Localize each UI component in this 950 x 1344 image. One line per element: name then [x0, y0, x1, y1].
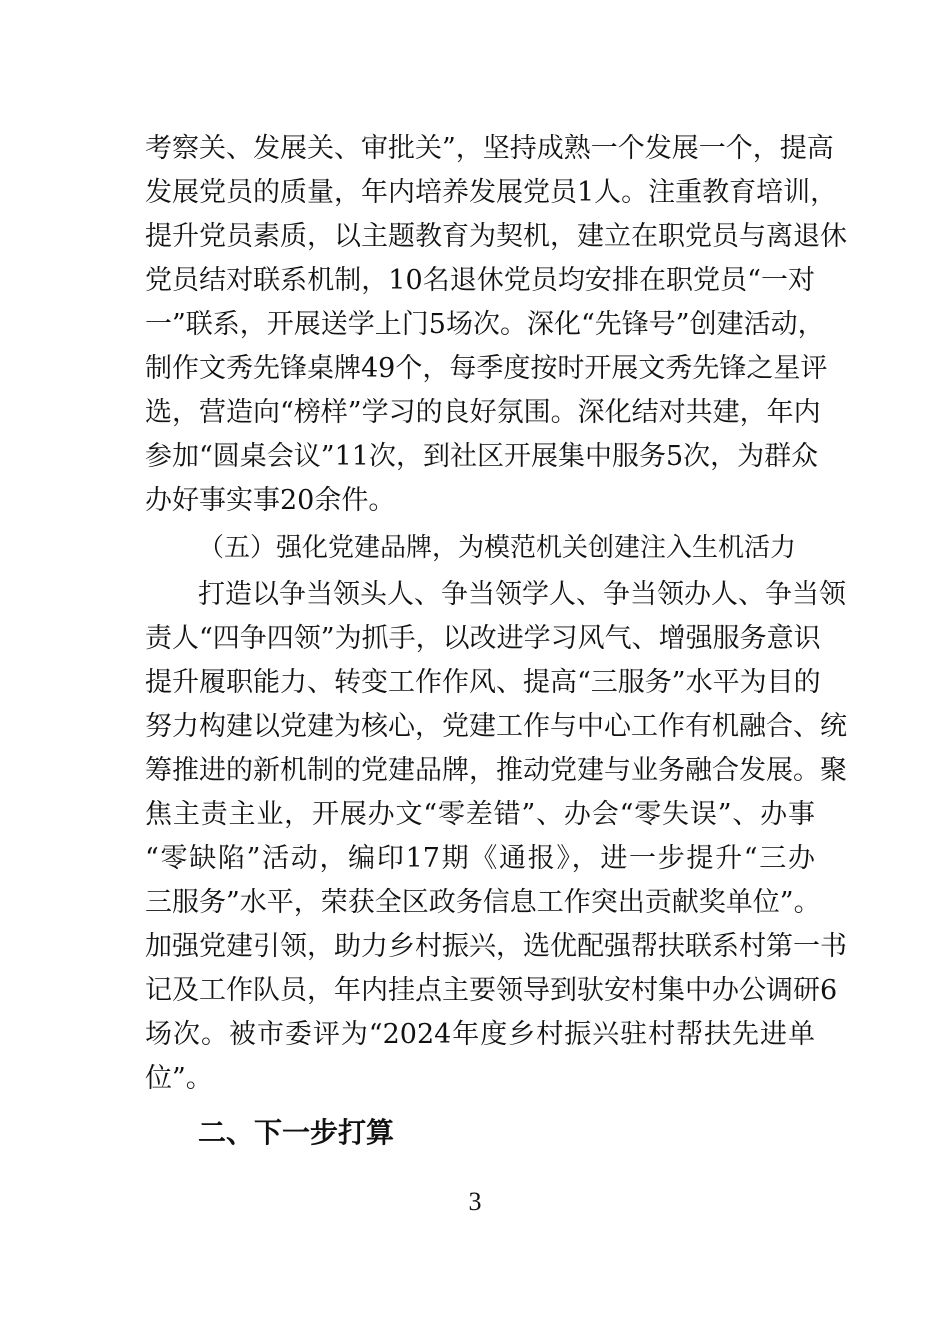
subheading: （五）强化党建品牌，为模范机关创建注入生机活力 [198, 533, 797, 563]
paragraph-line: 位”。 [145, 1063, 213, 1094]
paragraph-line: 发展党员的质量，年内培养发展党员1人。注重教育培训， [145, 177, 838, 208]
paragraph-line: 考察关、发展关、审批关”，坚持成熟一个发展一个，提高 [145, 133, 834, 164]
paragraph-line: 责人“四争四领”为抓手，以改进学习风气、增强服务意识 [145, 623, 821, 654]
paragraph-line: 参加“圆桌会议”11次，到社区开展集中服务5次，为群众 [145, 441, 819, 472]
paragraph-line: 制作文秀先锋桌牌49个，每季度按时开展文秀先锋之星评 [145, 353, 828, 384]
paragraph-line: 办好事实事20余件。 [145, 485, 396, 516]
paragraph-line: 记及工作队员，年内挂点主要领导到驮安村集中办公调研6 [145, 975, 838, 1006]
paragraph-line: 筹推进的新机制的党建品牌，推动党建与业务融合发展。聚 [145, 755, 847, 786]
paragraph-line: 努力构建以党建为核心，党建工作与中心工作有机融合、统 [145, 711, 847, 742]
paragraph-line: 党员结对联系机制，10名退休党员均安排在职党员“一对 [145, 265, 815, 296]
paragraph-line: 提升党员素质，以主题教育为契机，建立在职党员与离退休 [145, 221, 847, 252]
paragraph-line: 加强党建引领，助力乡村振兴，选优配强帮扶联系村第一书 [145, 931, 847, 962]
section-heading: 二、下一步打算 [198, 1116, 395, 1149]
paragraph-line: 一”联系，开展送学上门5场次。深化“先锋号”创建活动， [145, 309, 825, 340]
paragraph-line: 选，营造向“榜样”学习的良好氛围。深化结对共建，年内 [145, 397, 821, 428]
paragraph-line: 打造以争当领头人、争当领学人、争当领办人、争当领 [198, 579, 846, 610]
paragraph-line: “零缺陷”活动，编印17期《通报》，进一步提升“三办 [145, 843, 815, 874]
page-number: 3 [468, 1187, 482, 1216]
paragraph-line: 三服务”水平，荣获全区政务信息工作突出贡献奖单位”。 [145, 887, 821, 918]
paragraph-line: 提升履职能力、转变工作作风、提高“三服务”水平为目的 [145, 667, 821, 698]
paragraph-line: 场次。被市委评为“2024年度乡村振兴驻村帮扶先进单 [145, 1019, 815, 1050]
paragraph-line: 焦主责主业，开展办文“零差错”、办会“零失误”、办事 [145, 799, 815, 830]
